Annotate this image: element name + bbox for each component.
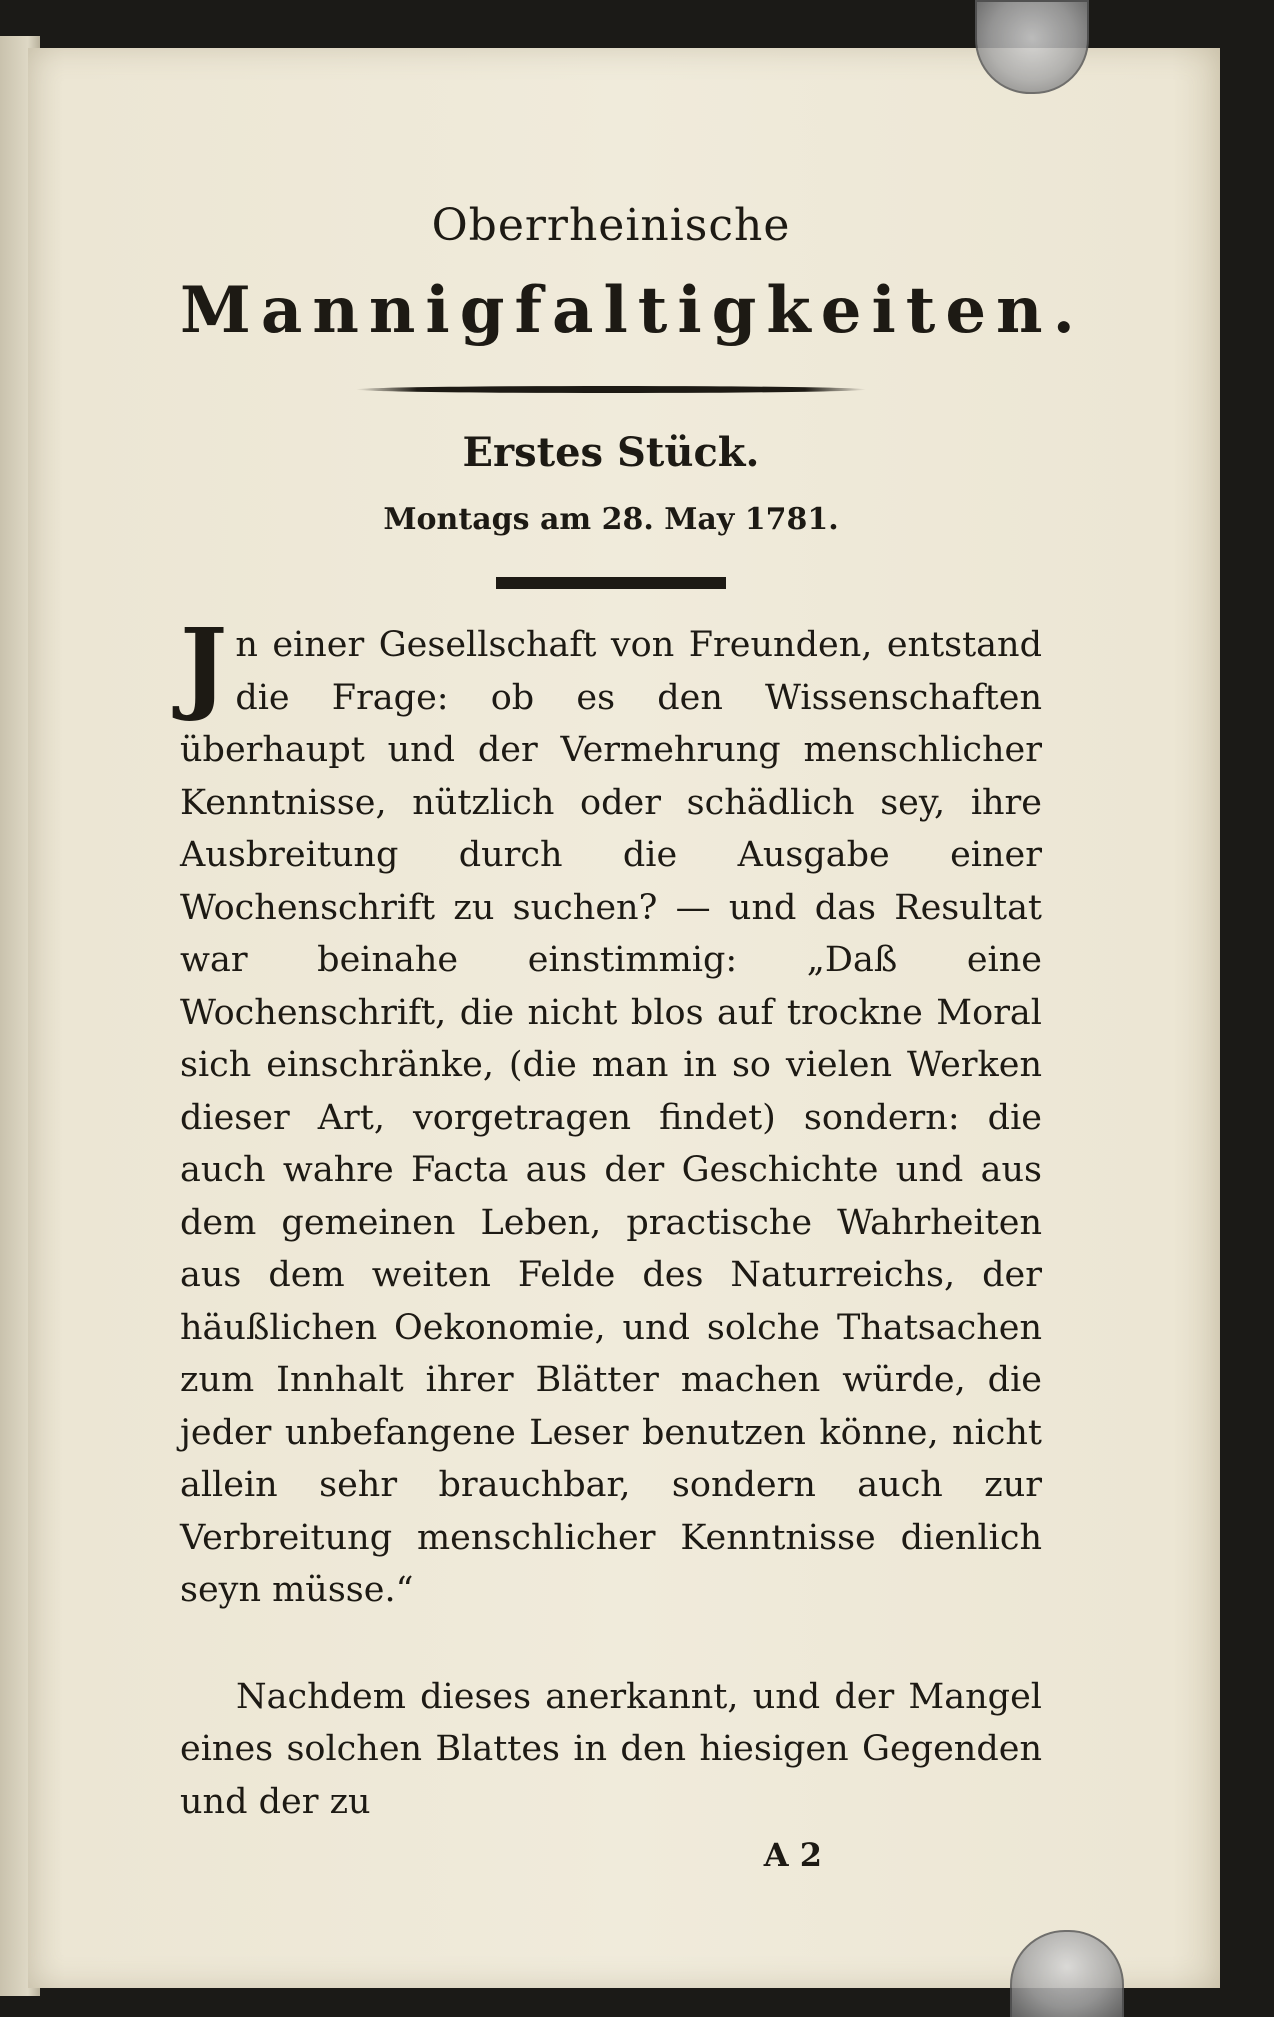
- section-rule: [496, 577, 726, 589]
- paragraph-2: Nachdem dieses anerkannt, und der Mangel eines solchen Blattes in den hiesigen Gegenden und der zu: [180, 1676, 1042, 1822]
- signature-mark: A 2: [763, 1836, 822, 1874]
- issue-label: Erstes Stück.: [462, 429, 760, 476]
- date-line: Montags am 28. May 1781.: [383, 502, 839, 537]
- paragraph-1-body: n einer Gesellschaft von Freunden, entstand die Frage: ob es den Wissenschaften überhaupt und der Vermehrung menschlicher Kenntnisse, nützlich oder schädlich sey, ihre Ausbreitung durch die Ausgabe einer Wochenschrift zu suchen? — und das Resultat war beinahe einstimmig: „Daß eine Wochenschrift, die nicht blos auf trockne Moral sich einschränke, (die man in so vielen Werken dieser Art, vorgetragen findet) sondern: die auch wahre Facta aus der Geschichte und aus dem gemeinen Leben, practische Wahrheiten aus dem weiten Felde des Naturreichs, der häußlichen Oekonomie, und solche Thatsachen zum Innhalt ihrer Blätter machen würde, die jeder unbefangene Leser benutzen könne, nicht allein sehr brauchbar, sondern auch zur Verbreitung menschlicher Kenntnisse dienlich seyn müsse.“: [180, 625, 1042, 1610]
- title-rule: [356, 386, 866, 393]
- paragraph-1: [180, 606, 1042, 1617]
- page-text-block: [180, 200, 1085, 1874]
- heading-line-1: Oberrheinische: [431, 200, 791, 251]
- drop-capital: J: [180, 606, 228, 724]
- heading-line-2: Mannigfaltigkeiten.: [180, 273, 1085, 348]
